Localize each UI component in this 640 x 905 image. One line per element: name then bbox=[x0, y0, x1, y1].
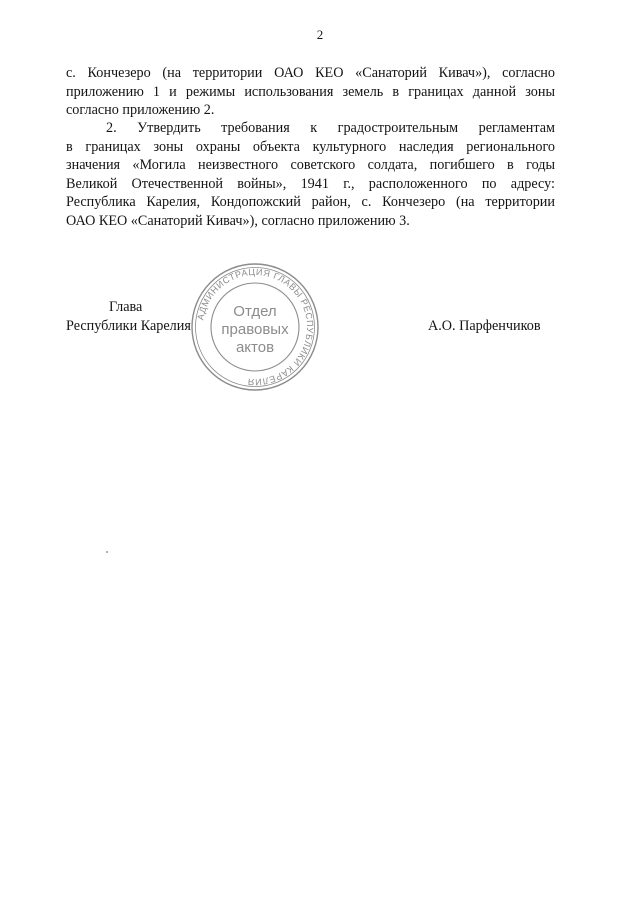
page-number: 2 bbox=[316, 27, 324, 42]
stamp-ring-text: АДМИНИСТРАЦИЯ ГЛАВЫ РЕСПУБЛИКИ КАРЕЛИЯ bbox=[195, 266, 316, 388]
official-stamp bbox=[190, 262, 320, 392]
paragraph-2-line: значения «Могила неизвестного советского солдата, погибшего в годы bbox=[66, 157, 555, 174]
paragraph-1-line: согласно приложению 2. bbox=[66, 102, 215, 119]
paragraph-2-line: в границах зоны охраны объекта культурного наследия регионального bbox=[66, 138, 555, 155]
signature-region: Республики Карелия bbox=[66, 318, 191, 334]
scan-dot bbox=[106, 551, 108, 553]
signatory-name: А.О. Парфенчиков bbox=[428, 318, 541, 334]
paragraph-2-line: 2. Утвердить требования к градостроительным регламентам bbox=[106, 120, 555, 136]
paragraph-2-line: Великой Отечественной войны», 1941 г., расположенного по адресу: bbox=[66, 175, 555, 192]
paragraph-2 bbox=[66, 119, 555, 231]
paragraph-2-line: Республика Карелия, Кондопожский район, с. Кончезеро (на территории bbox=[66, 194, 555, 211]
paragraph-2-line: ОАО КЕО «Санаторий Кивач»), согласно приложению 3. bbox=[66, 212, 410, 229]
stamp-center-line: актов bbox=[235, 339, 275, 356]
signature-title: Глава bbox=[109, 299, 143, 315]
stamp-center-line: Отдел bbox=[233, 303, 277, 320]
paragraph-1-line: приложению 1 и режимы использования земель в границах данной зоны bbox=[66, 83, 555, 100]
paragraph-1 bbox=[66, 64, 555, 120]
stamp-center-line: правовых bbox=[221, 321, 289, 338]
paragraph-1-line: с. Кончезеро (на территории ОАО КЕО «Санаторий Кивач»), согласно bbox=[66, 65, 555, 81]
